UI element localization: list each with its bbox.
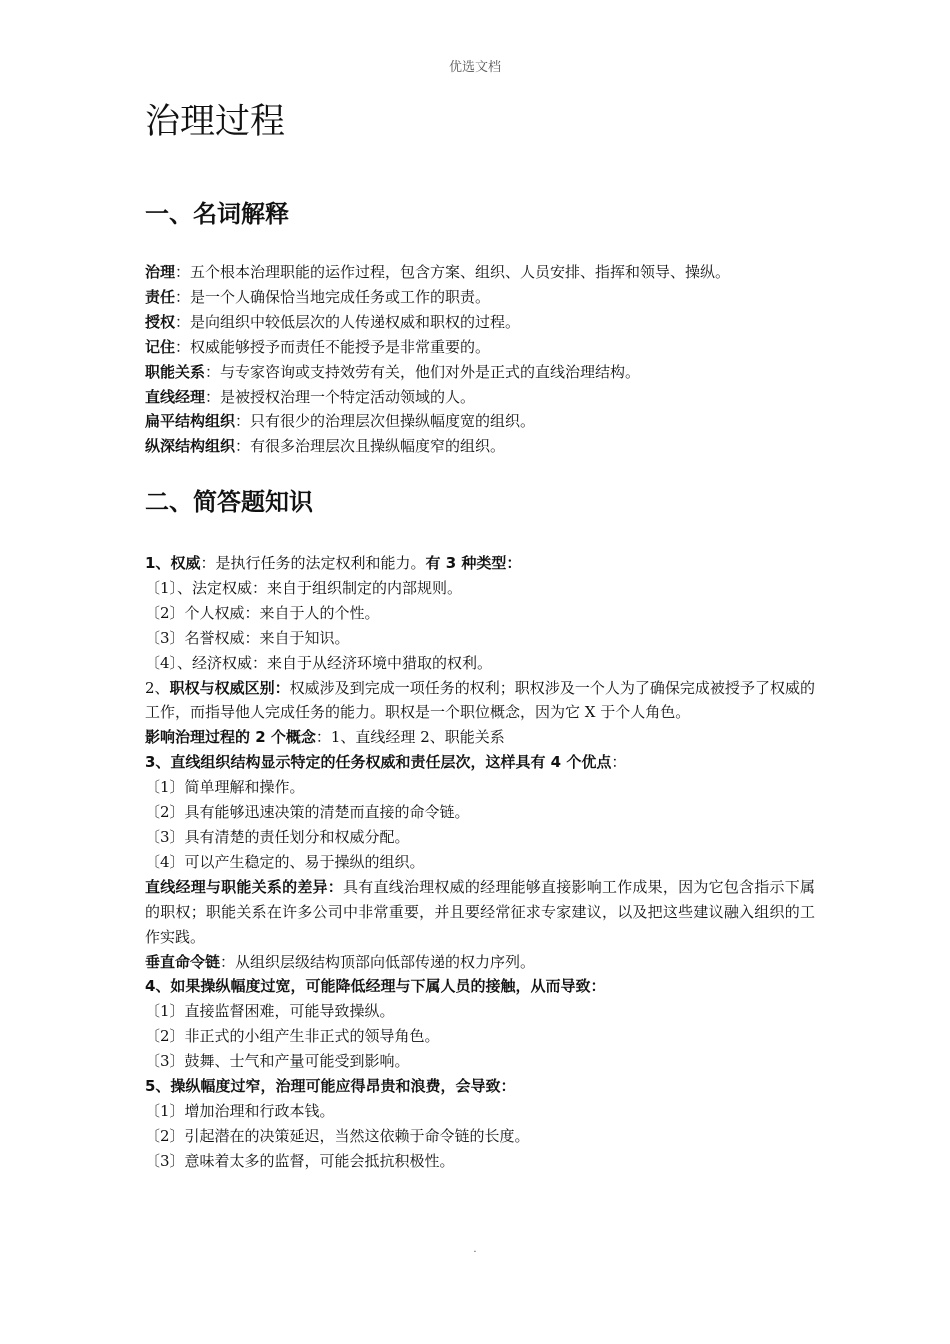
term-definition: 是向组织中较低层次的人传递权威和职权的过程。 — [190, 312, 521, 331]
line-vs-functional-difference: 直线经理与职能关系的差异：具有直线治理权威的经理能够直接影响工作成果，因为它包含指示下属的职权；职能关系在许多公司中非常重要，并且要经常征求专家建议，以及把这些建议融入组织的工作实践。 — [145, 877, 815, 946]
term-entry: 扁平结构组织：只有很少的治理层次但操纵幅度宽的组织。 — [145, 412, 536, 431]
term-definition: 只有很少的治理层次但操纵幅度宽的组织。 — [250, 412, 536, 431]
section-heading-short-answers: 二、简答题知识 — [145, 488, 313, 516]
chain-of-command: 垂直命令链：从组织层级结构顶部向低部传递的权力序列。 — [145, 952, 536, 971]
list-item: 〔3〕名誉权威：来自于知识。 — [145, 628, 350, 647]
page-footer: . — [473, 1244, 477, 1255]
short-answer-content — [145, 551, 815, 1174]
term-label: 扁平结构组织 — [145, 412, 236, 431]
term-definition: 五个根本治理职能的运作过程，包含方案、组织、人员安排、指挥和领导、操纵。 — [190, 263, 731, 281]
term-definitions — [145, 260, 815, 459]
list-item: 〔4〕、经济权威：来自于从经济环境中猎取的权利。 — [145, 653, 493, 672]
question-1: 1、权威：是执行任务的法定权利和能力。有 3 种类型： — [145, 554, 522, 572]
term-entry: 记住：权威能够授予而责任不能授予是非常重要的。 — [145, 337, 491, 356]
list-item: 〔4〕可以产生稳定的、易于操纵的组织。 — [145, 852, 425, 871]
document-title: 治理过程 — [145, 102, 286, 142]
question-2-label: 职权与权威区别： — [169, 678, 290, 697]
list-item: 〔3〕意味着太多的监督，可能会抵抗积极性。 — [145, 1151, 455, 1170]
term-label: 记住 — [145, 337, 176, 356]
term-definition: 与专家咨询或支持效劳有关，他们对外是正式的直线治理结构。 — [220, 362, 641, 381]
question-2: 2、职权与权威区别：权威涉及到完成一项任务的权利；职权涉及一个人为了确保完成被授予了权威的工作，而指导他人完成任务的能力。职权是一个职位概念，因为它 X 于个人角色。 — [145, 678, 815, 722]
list-item: 〔3〕具有清楚的责任划分和权威分配。 — [145, 827, 410, 846]
term-entry: 职能关系：与专家咨询或支持效劳有关，他们对外是正式的直线治理结构。 — [145, 362, 641, 381]
concepts-line: 影响治理过程的 2 个概念：1、直线经理 2、职能关系 — [145, 728, 505, 747]
list-item: 〔1〕、法定权威：来自于组织制定的内部规则。 — [145, 578, 463, 597]
term-definition: 是一个人确保恰当地完成任务或工作的职责。 — [190, 287, 491, 306]
term-definition: 有很多治理层次且操纵幅度窄的组织。 — [250, 437, 506, 456]
list-item: 〔3〕鼓舞、士气和产量可能受到影响。 — [145, 1052, 410, 1071]
term-label: 直线经理 — [145, 387, 206, 406]
term-label: 授权 — [145, 312, 176, 331]
term-entry: 治理：五个根本治理职能的运作过程，包含方案、组织、人员安排、指挥和领导、操纵。 — [145, 263, 731, 281]
question-4: 4、如果操纵幅度过宽，可能降低经理与下属人员的接触，从而导致： — [145, 977, 606, 996]
term-label: 治理 — [145, 263, 176, 281]
term-label: 职能关系 — [145, 362, 206, 381]
list-item: 〔2〕具有能够迅速决策的清楚而直接的命令链。 — [145, 803, 470, 822]
term-entry: 授权：是向组织中较低层次的人传递权威和职权的过程。 — [145, 312, 521, 331]
list-item: 〔1〕直接监督困难，可能导致操纵。 — [145, 1002, 395, 1021]
term-definition: 权威能够授予而责任不能授予是非常重要的。 — [190, 337, 491, 356]
question-3: 3、直线组织结构显示特定的任务权威和责任层次，这样具有 4 个优点： — [145, 753, 627, 772]
list-item: 〔2〕引起潜在的决策延迟，当然这依赖于命令链的长度。 — [145, 1126, 530, 1145]
page-header: 优选文档 — [448, 60, 501, 75]
term-definition: 是被授权治理一个特定活动领域的人。 — [220, 387, 476, 406]
term-entry: 纵深结构组织：有很多治理层次且操纵幅度窄的组织。 — [145, 437, 506, 456]
list-item: 〔1〕增加治理和行政本钱。 — [145, 1101, 335, 1120]
section-heading-terms: 一、名词解释 — [145, 200, 289, 228]
term-label: 纵深结构组织 — [145, 437, 236, 456]
question-5: 5、操纵幅度过窄，治理可能应得昂贵和浪费，会导致： — [145, 1077, 516, 1096]
list-item: 〔1〕简单理解和操作。 — [145, 778, 305, 797]
list-item: 〔2〕非正式的小组产生非正式的领导角色。 — [145, 1027, 440, 1046]
term-label: 责任 — [145, 287, 176, 306]
question-1-label: 权威 — [170, 554, 201, 572]
list-item: 〔2〕个人权威：来自于人的个性。 — [145, 603, 380, 622]
term-entry: 直线经理：是被授权治理一个特定活动领域的人。 — [145, 387, 476, 406]
term-entry: 责任：是一个人确保恰当地完成任务或工作的职责。 — [145, 287, 491, 306]
